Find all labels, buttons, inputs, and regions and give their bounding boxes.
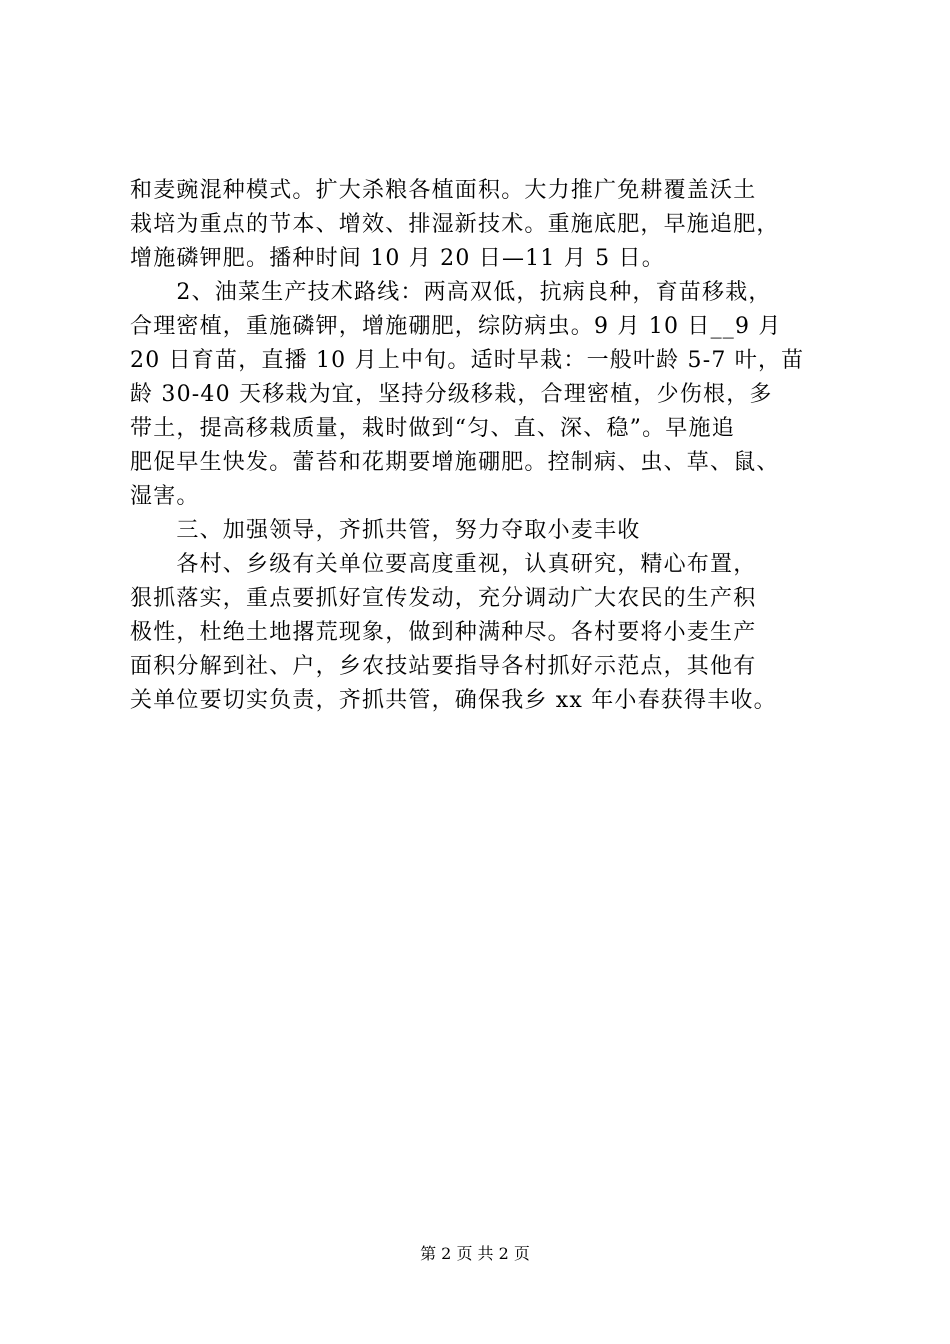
document-body [130,174,830,718]
text-line: 和麦豌混种模式。扩大杀粮各植面积。大力推广免耕覆盖沃土 [130,178,757,203]
text-line: 龄 30-40 天移栽为宜，坚持分级移栽，合理密植，少伤根，多 [130,382,773,407]
text-line: 增施磷钾肥。播种时间 10 月 20 日—11 月 5 日。 [130,246,665,271]
page-number-label: 第 2 页 共 2 页 [420,1244,530,1263]
text-line: 关单位要切实负责，齐抓共管，确保我乡 xx 年小春获得丰收。 [130,688,777,713]
text-line: 肥促早生快发。蕾苔和花期要增施硼肥。控制病、虫、草、鼠、 [130,450,780,475]
paragraph-start-line: 各村、乡级有关单位要高度重视，认真研究，精心布置， [130,552,757,577]
text-line: 狠抓落实，重点要抓好宣传发动，充分调动广大农民的生产积 [130,586,757,611]
page-footer [0,1243,950,1265]
text-line: 栽培为重点的节本、增效、排湿新技术。重施底肥，早施追肥， [130,212,780,237]
text-line: 带土，提高移栽质量，栽时做到“匀、直、深、稳”。早施追 [130,416,735,441]
text-line: 面积分解到社、户，乡农技站要指导各村抓好示范点，其他有 [130,654,757,679]
text-line: 湿害。 [130,484,200,509]
text-line: 极性，杜绝土地撂荒现象，做到种满种尽。各村要将小麦生产 [130,620,757,645]
paragraph-start-line: 2、油菜生产技术路线：两高双低，抗病良种，育苗移栽， [130,280,772,305]
section-heading: 三、加强领导，齐抓共管，努力夺取小麦丰收 [130,518,641,543]
text-line: 20 日育苗，直播 10 月上中旬。适时早栽：一般叶龄 5-7 叶，苗 [130,348,805,373]
text-line: 合理密植，重施磷钾，增施硼肥，综防病虫。9 月 10 日__9 月 [130,314,782,339]
